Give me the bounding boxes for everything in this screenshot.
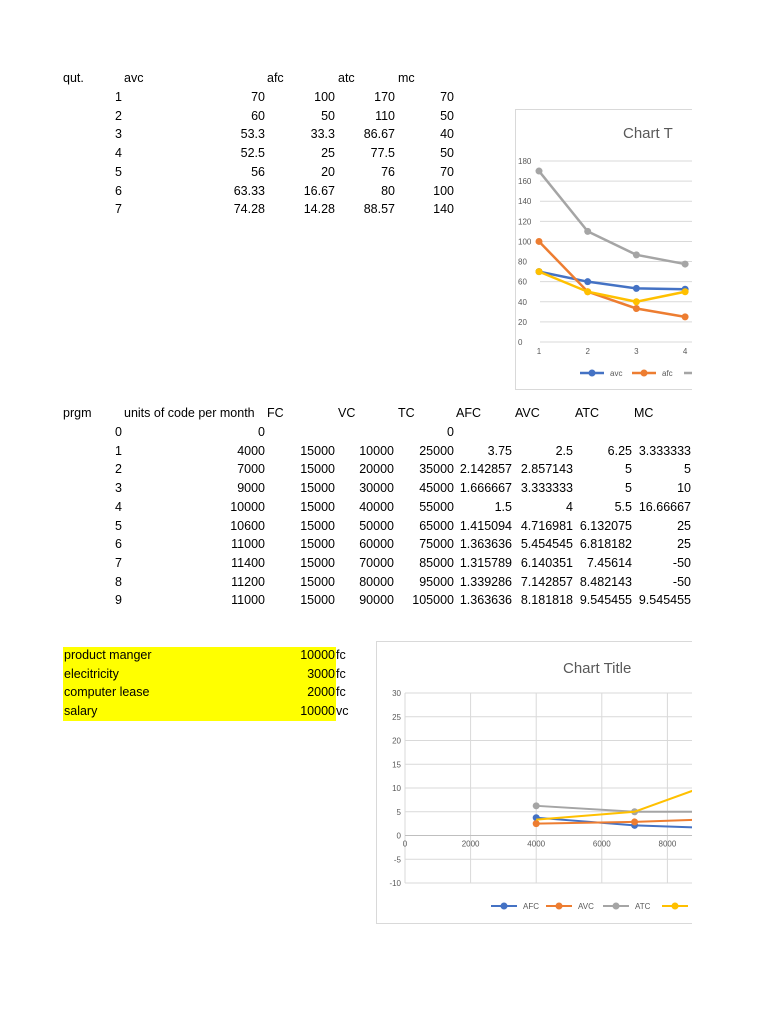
table1-cell[interactable]: 170 [374,90,395,104]
chart-1-point [584,278,591,285]
table2-cell[interactable]: 15000 [300,481,335,496]
table1-cell[interactable]: 3 [115,127,122,142]
table2-cell[interactable]: 7000 [237,462,265,477]
table2-cell[interactable]: 4000 [237,443,265,458]
chart-2-point [533,802,540,809]
table2-cell[interactable]: 10600 [230,518,265,533]
cost-value[interactable]: 10000 [300,648,335,662]
chart-2-legend-marker [613,903,620,910]
table2-cell[interactable]: 4 [115,499,122,514]
table1-cell[interactable]: 4 [115,146,122,161]
chart-2-point [631,818,638,825]
chart-2-x-tick: 0 [402,839,408,849]
table2-cell[interactable]: 5.454545 [520,537,573,552]
table1-cell[interactable]: 33.3 [310,127,335,142]
table2-header[interactable]: units of code per month [124,406,255,420]
table2-cell[interactable]: 15000 [300,443,335,458]
table1-header[interactable]: afc [267,71,284,85]
table2-cell[interactable]: 15000 [300,537,335,552]
table1-cell[interactable]: 5 [115,164,122,179]
table2-cell[interactable]: 7.45614 [586,555,632,570]
chart-1-y-tick: 180 [518,157,532,166]
table1-cell[interactable]: 70 [251,90,265,104]
chart-1-x-tick: 3 [634,347,639,356]
chart-2-y-tick: 20 [392,736,401,746]
chart-1-y-tick: 140 [518,197,532,207]
cost-type[interactable]: fc [336,666,346,681]
chart-1-point [584,288,591,295]
table1-cell[interactable]: 60 [251,108,265,123]
table2-cell[interactable]: 4 [566,499,573,514]
table2-header[interactable]: ATC [575,406,600,420]
table2-header[interactable]: VC [338,406,356,420]
table1-cell[interactable]: 86.67 [363,127,395,142]
table2-cell[interactable]: 15000 [300,593,335,608]
table2-cell[interactable]: 15000 [300,518,335,533]
table1-cell[interactable]: 16.67 [303,183,335,198]
table2-header[interactable]: FC [267,406,284,420]
chart-1-y-tick: 60 [518,277,527,287]
table2-cell[interactable]: 75000 [419,537,454,552]
chart-1-legend-marker [589,370,596,377]
chart-1-y-tick: 100 [518,237,532,247]
chart-2-y-tick: -10 [389,879,401,888]
table2-cell[interactable]: 11200 [231,574,265,589]
table2-cell[interactable]: 40000 [359,499,394,514]
table2-cell[interactable]: 9.545455 [638,593,691,608]
table1-cell[interactable]: 7 [115,202,122,217]
table1-header[interactable]: atc [338,71,355,85]
table2-cell[interactable]: 45000 [419,481,454,496]
table2-cell[interactable]: 2 [115,462,122,477]
table1-cell[interactable]: 76 [381,164,395,179]
table1-cell[interactable]: 6 [115,183,122,198]
table2-cell[interactable]: 16.66667 [638,499,691,514]
table1-cell[interactable]: 50 [440,108,454,123]
chart-1-point [536,168,543,175]
table1-cell[interactable]: 52.5 [240,146,265,161]
table2-cell[interactable]: 60000 [359,537,394,552]
table1-cell[interactable]: 50 [321,108,335,123]
table2-cell[interactable]: 11000 [231,537,265,552]
chart-1-legend-label: afc [662,369,673,378]
chart-1-point [633,305,640,312]
table2-cell[interactable]: 3.333333 [638,443,691,458]
table2-cell[interactable]: 15000 [300,574,335,589]
chart-1-svg [516,110,711,389]
chart-1-point [536,268,543,275]
table2-cell[interactable]: 0 [115,425,122,439]
chart-2-legend-marker [501,903,508,910]
table1-cell[interactable]: 80 [381,183,395,198]
chart-1[interactable] [515,109,712,390]
table1-cell[interactable]: 88.57 [363,202,395,217]
table2-cell[interactable]: 5.5 [614,499,632,514]
table2-cell[interactable]: 1.363636 [459,593,512,608]
table2-cell[interactable]: 1.666667 [459,481,512,496]
chart-1-point [682,261,689,268]
table2-cell[interactable]: 25000 [419,443,454,458]
cost-type[interactable]: fc [336,685,346,699]
table1-cell[interactable]: 40 [440,127,454,142]
table2-cell[interactable]: 90000 [359,593,394,608]
table1-cell[interactable]: 110 [375,108,395,123]
chart-1-y-tick: 0 [518,338,523,347]
chart-2-svg [377,642,711,923]
chart-1-point [633,251,640,258]
chart-1-point [682,313,689,320]
chart-2-legend-label: AFC [523,902,539,911]
cost-type[interactable]: vc [336,703,349,718]
chart-2-y-tick: 5 [396,807,401,817]
chart-1-y-tick: 80 [518,257,527,267]
table2-cell[interactable]: -50 [672,574,691,589]
table2-cell[interactable]: 9 [115,593,122,608]
table2-cell[interactable]: 3.75 [487,443,512,458]
chart-1-point [682,288,689,295]
table2-cell[interactable]: 1.5 [494,499,512,514]
chart-2-y-tick: -5 [393,855,401,865]
chart-2-y-tick: 30 [392,689,401,698]
table1-cell[interactable]: 74.28 [233,202,265,217]
table2-cell[interactable]: 95000 [419,574,454,589]
chart-1-point [584,228,591,235]
cost-label[interactable]: elecitricity [64,666,119,681]
table2-cell[interactable]: 8.181818 [520,593,573,608]
table2-cell[interactable]: -50 [672,555,691,570]
table2-cell[interactable]: 1.415094 [459,518,512,533]
table1-cell[interactable]: 53.3 [240,127,265,142]
chart-2-y-tick: 10 [392,784,401,793]
chart-1-y-tick: 120 [518,217,532,227]
table2-cell[interactable]: 6.132075 [579,518,632,533]
table1-cell[interactable]: 1 [115,90,122,104]
chart-2-legend-label: ATC [635,902,651,911]
page-right-mask [692,0,768,1024]
cost-value[interactable]: 2000 [307,685,335,699]
chart-2-title: Chart Title [563,660,632,677]
table2-cell[interactable]: 80000 [359,574,394,589]
chart-2-x-tick: 8000 [658,839,677,849]
table2-cell[interactable]: 1.363636 [459,537,512,552]
table2-cell[interactable]: 9.545455 [579,593,632,608]
chart-2[interactable] [376,641,712,924]
table1-cell[interactable]: 50 [440,146,454,161]
table1-cell[interactable]: 100 [433,183,454,198]
table2-cell[interactable]: 70000 [359,555,394,570]
chart-1-y-tick: 40 [518,297,527,307]
chart-1-y-tick: 20 [518,317,527,327]
table2-cell[interactable]: 3 [115,481,122,496]
chart-1-x-tick: 2 [585,347,590,356]
table1-cell[interactable]: 77.5 [370,146,395,161]
table1-cell[interactable]: 25 [321,146,335,161]
chart-2-x-tick: 4000 [527,839,546,849]
chart-1-point [633,285,640,292]
table2-cell[interactable]: 1 [115,443,122,458]
table2-cell[interactable]: 7 [115,555,122,570]
table1-header[interactable]: avc [124,71,144,85]
table2-cell[interactable]: 55000 [419,499,454,514]
table2-header[interactable]: AFC [456,406,481,420]
chart-2-legend-label: AVC [578,902,594,911]
table1-cell[interactable]: 70 [440,164,454,179]
table2-cell[interactable]: 1.339286 [459,574,512,589]
chart-2-y-tick: 15 [392,760,401,770]
table2-cell[interactable]: 11400 [231,555,265,570]
table2-header[interactable]: prgm [63,406,92,420]
table2-cell[interactable]: 5 [625,462,632,477]
table2-cell[interactable]: 6.25 [607,443,632,458]
table2-cell[interactable]: 35000 [419,462,454,477]
chart-1-y-tick: 160 [518,177,532,187]
table2-cell[interactable]: 5 [684,462,691,477]
table2-cell[interactable]: 2.5 [555,443,573,458]
chart-1-legend-marker [641,370,648,377]
table1-header[interactable]: mc [398,71,415,85]
table2-header[interactable]: TC [398,406,415,420]
chart-2-x-tick: 2000 [461,839,480,849]
table2-cell[interactable]: 8.482143 [579,574,632,589]
cost-type[interactable]: fc [336,648,346,662]
table2-cell[interactable]: 65000 [419,518,454,533]
table2-cell[interactable]: 2.857143 [520,462,573,477]
cost-value[interactable]: 10000 [300,703,335,718]
table2-cell[interactable]: 0 [258,425,265,439]
table1-cell[interactable]: 2 [115,108,122,123]
table2-cell[interactable]: 20000 [359,462,394,477]
chart-1-point [536,238,543,245]
chart-2-x-tick: 6000 [592,839,611,849]
table2-cell[interactable]: 25 [677,518,691,533]
cost-label[interactable]: salary [64,703,98,718]
table2-cell[interactable]: 10000 [230,499,265,514]
table2-cell[interactable]: 6.140351 [520,555,573,570]
table1-cell[interactable]: 20 [321,164,335,179]
chart-1-series-line [539,171,685,264]
table2-cell[interactable]: 5 [625,481,632,496]
cost-label[interactable]: computer lease [64,685,150,699]
table2-header[interactable]: AVC [515,406,540,420]
table2-cell[interactable]: 105000 [412,593,454,608]
chart-2-legend-marker [672,903,679,910]
table1-cell[interactable]: 70 [440,90,454,104]
table2-cell[interactable]: 1.315789 [459,555,512,570]
table2-header[interactable]: MC [634,406,654,420]
table2-cell[interactable]: 9000 [237,481,265,496]
table2-cell[interactable]: 8 [115,574,122,589]
chart-1-x-tick: 4 [682,347,688,356]
chart-2-y-tick: 0 [396,831,401,841]
table2-cell[interactable]: 30000 [359,481,394,496]
chart-2-series-line [536,788,700,820]
chart-1-legend-label: avc [610,369,623,378]
cost-value[interactable]: 3000 [307,666,335,681]
table2-cell[interactable]: 7.142857 [520,574,573,589]
table2-cell[interactable]: 5 [115,518,122,533]
chart-2-legend-marker [556,903,563,910]
table2-cell[interactable]: 3.333333 [520,481,573,496]
table2-cell[interactable]: 10 [677,481,691,496]
table2-cell[interactable]: 15000 [300,499,335,514]
table2-cell[interactable]: 15000 [300,462,335,477]
table2-cell[interactable]: 15000 [300,555,335,570]
chart-2-series-line [536,806,700,812]
table2-cell[interactable]: 2.142857 [459,462,512,477]
table2-cell[interactable]: 10000 [359,443,394,458]
chart-2-y-tick: 25 [392,712,401,722]
table2-cell[interactable]: 85000 [419,555,454,570]
chart-1-series-line [539,241,685,316]
table1-cell[interactable]: 14.28 [303,202,335,217]
table1-cell[interactable]: 56 [251,164,265,179]
table1-cell[interactable]: 100 [314,90,335,104]
table1-cell[interactable]: 63.33 [233,183,265,198]
table1-header[interactable]: qut. [63,71,84,85]
cost-label[interactable]: product manger [64,648,152,662]
chart-1-title: Chart T [623,125,673,142]
table1-cell[interactable]: 140 [433,202,454,217]
table2-cell[interactable]: 11000 [231,593,265,608]
table2-cell[interactable]: 0 [447,425,454,439]
chart-1-point [633,298,640,305]
table2-cell[interactable]: 6.818182 [579,537,632,552]
table2-cell[interactable]: 25 [677,537,691,552]
table2-cell[interactable]: 6 [115,537,122,552]
table2-cell[interactable]: 4.716981 [520,518,573,533]
table2-cell[interactable]: 50000 [359,518,394,533]
chart-2-point [533,820,540,827]
chart-1-x-tick: 1 [536,347,542,356]
